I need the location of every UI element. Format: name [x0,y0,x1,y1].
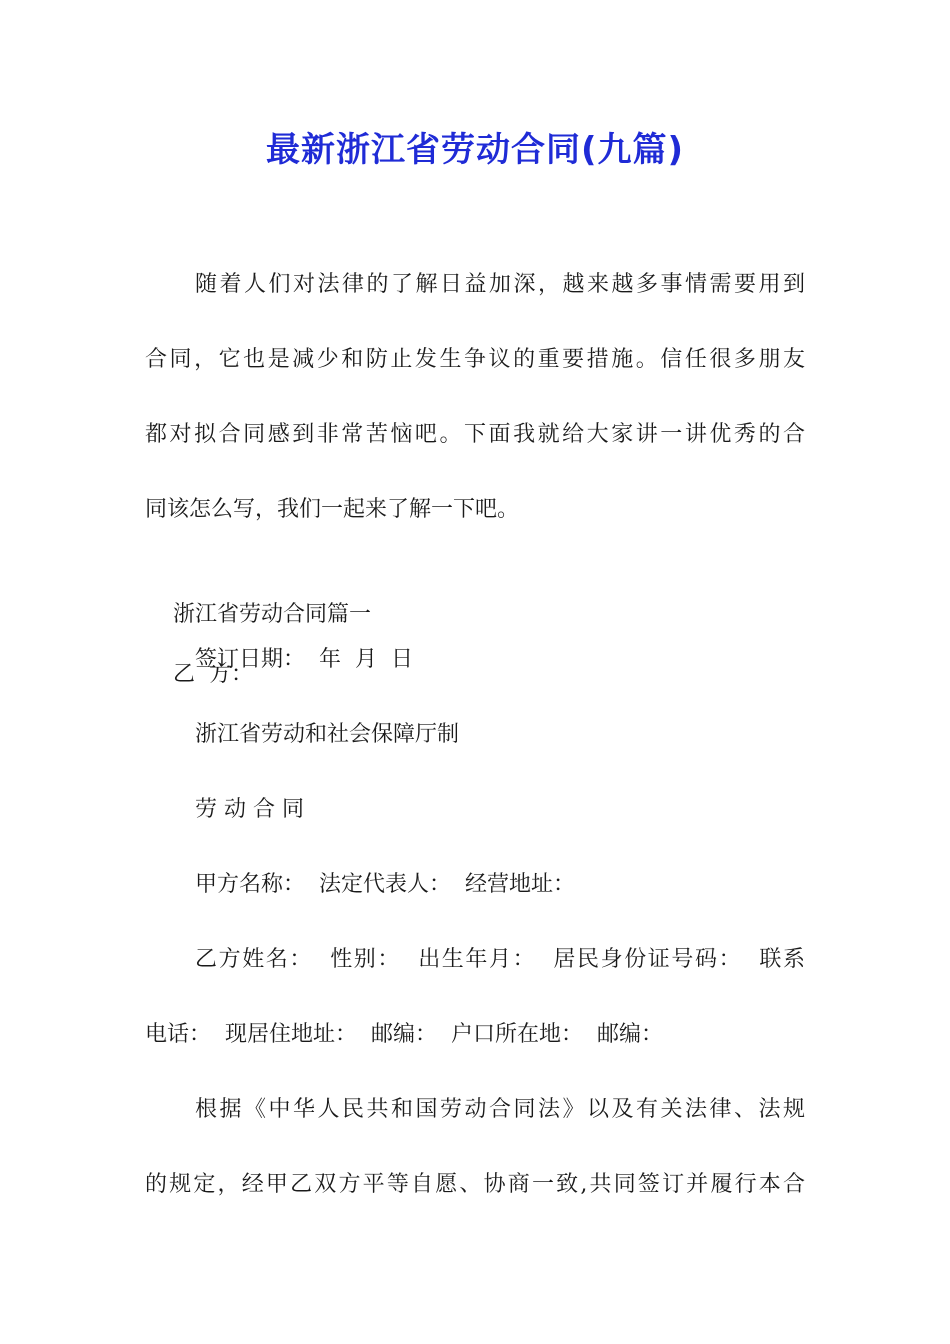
party-b-info-line-2: 电话： 现居住地址： 邮编： 户口所在地： 邮编： [145,1022,663,1047]
intro-line-4: 同该怎么写，我们一起来了解一下吧。 [145,497,520,522]
document-title: 最新浙江省劳动合同(九篇) [265,130,685,170]
intro-line-2: 合同，它也是减少和防止发生争议的重要措施。信任很多朋友 [145,347,805,372]
basis-line-1: 根据《中华人民共和国劳动合同法》以及有关法律、法规 [195,1097,805,1122]
contract-subtitle: 劳 动 合 同 [195,797,304,822]
intro-line-1: 随着人们对法律的了解日益加深，越来越多事情需要用到 [195,272,805,297]
basis-line-2: 的规定，经甲乙双方平等自愿、协商一致,共同签订并履行本合 [145,1172,805,1197]
sign-date-line: 签订日期： 年 月 日 [195,647,413,672]
section-heading-text: 浙江省劳动合同篇一 [172,602,371,627]
party-b-label: 乙 方： [172,662,253,687]
party-a-info-line: 甲方名称： 法定代表人： 经营地址： [195,872,575,897]
issuer-line: 浙江省劳动和社会保障厅制 [195,722,460,747]
intro-line-3: 都对拟合同感到非常苦恼吧。下面我就给大家讲一讲优秀的合 [145,422,805,447]
party-b-info-line-1: 乙方姓名： 性别： 出生年月： 居民身份证号码： 联系 [195,947,805,972]
